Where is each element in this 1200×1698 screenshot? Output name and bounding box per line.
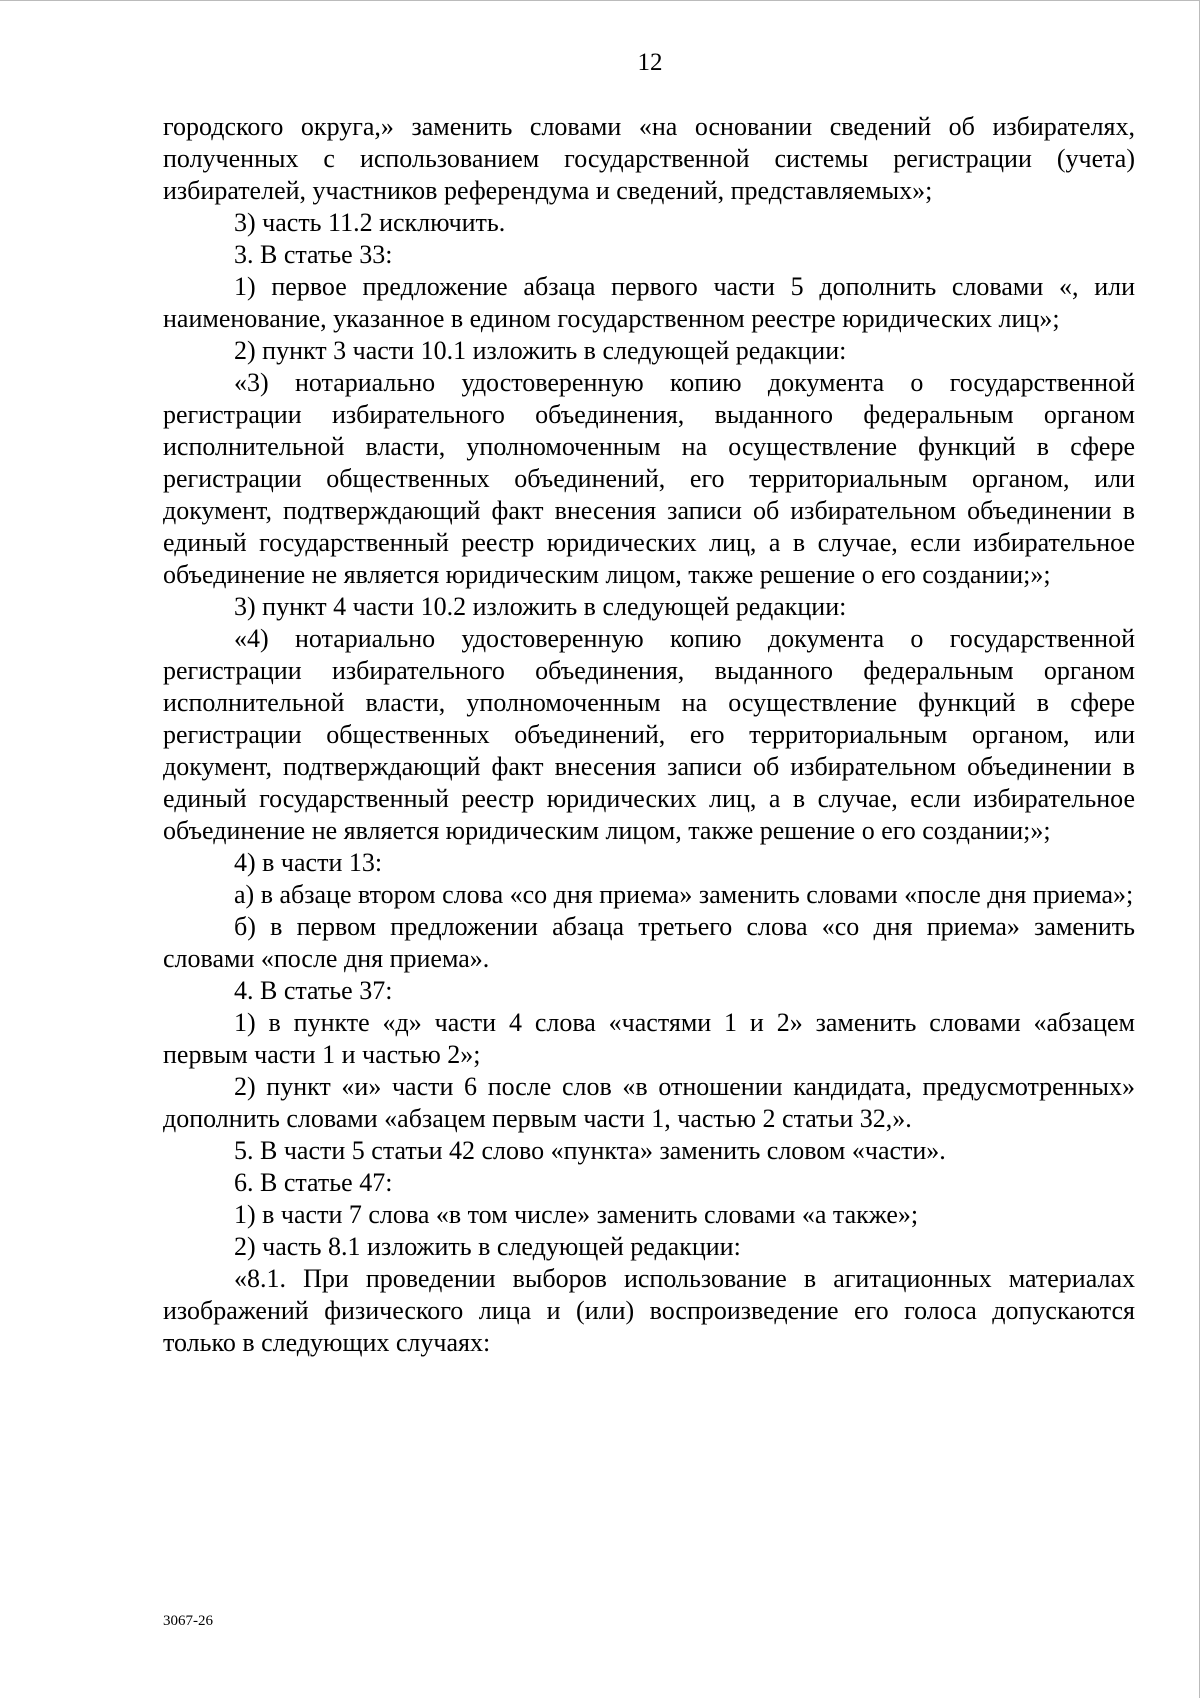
paragraph: 2) часть 8.1 изложить в следующей редакции:: [234, 1232, 741, 1261]
paragraph: «8.1. При проведении выборов использование в агитационных материалах изображений физического лица и (или) воспроизведение его голоса допускаются только в следующих случаях:: [163, 1264, 1135, 1357]
paragraph: 5. В части 5 статьи 42 слово «пункта» заменить словом «части».: [234, 1136, 946, 1165]
paragraph: 3) часть 11.2 исключить.: [234, 208, 506, 237]
document-code: 3067-26: [163, 1613, 213, 1629]
paragraph: 4. В статье 37:: [234, 976, 393, 1005]
paragraph: 6. В статье 47:: [234, 1168, 393, 1197]
paragraph: 4) в части 13:: [234, 848, 383, 877]
paragraph: 1) первое предложение абзаца первого части 5 дополнить словами «, или наименование, указанное в едином государственном реестре юридических лиц»;: [163, 272, 1135, 333]
paragraph: 3. В статье 33:: [234, 240, 393, 269]
paragraph: «4) нотариально удостоверенную копию документа о государственной регистрации избирательного объединения, выданного федеральным органом исполнительной власти, уполномоченным на осуществление функций в сфере регистрации общественных объединений, его территориальным органом, или документ, подтверждающий факт внесения записи об избирательном объединении в единый государственный реестр юридических лиц, а в случае, если избирательное объединение не является юридическим лицом, также решение о его создании;»;: [163, 624, 1135, 845]
paragraph: «3) нотариально удостоверенную копию документа о государственной регистрации избирательного объединения, выданного федеральным органом исполнительной власти, уполномоченным на осуществление функций в сфере регистрации общественных объединений, его территориальным органом, или документ, подтверждающий факт внесения записи об избирательном объединении в единый государственный реестр юридических лиц, а в случае, если избирательное объединение не является юридическим лицом, также решение о его создании;»;: [163, 368, 1135, 589]
paragraph: а) в абзаце втором слова «со дня приема» заменить словами «после дня приема»;: [234, 880, 1134, 909]
page-number: 12: [637, 49, 663, 76]
paragraph: 3) пункт 4 части 10.2 изложить в следующей редакции:: [234, 592, 847, 621]
paragraph: городского округа,» заменить словами «на основании сведений об избирателях, полученных с использованием государственной системы регистрации (учета) избирателей, участников референдума и сведений, представляемых»;: [163, 112, 1135, 205]
paragraph: 2) пункт «и» части 6 после слов «в отношении кандидата, предусмотренных» дополнить словами «абзацем первым части 1, частью 2 статьи 32,».: [163, 1072, 1135, 1133]
document-body: [163, 111, 1135, 1359]
paragraph: 1) в пункте «д» части 4 слова «частями 1 и 2» заменить словами «абзацем первым части 1 и частью 2»;: [163, 1008, 1135, 1069]
paragraph: б) в первом предложении абзаца третьего слова «со дня приема» заменить словами «после дня приема».: [163, 912, 1135, 973]
paragraph: 1) в части 7 слова «в том числе» заменить словами «а также»;: [234, 1200, 919, 1229]
paragraph: 2) пункт 3 части 10.1 изложить в следующей редакции:: [234, 336, 847, 365]
